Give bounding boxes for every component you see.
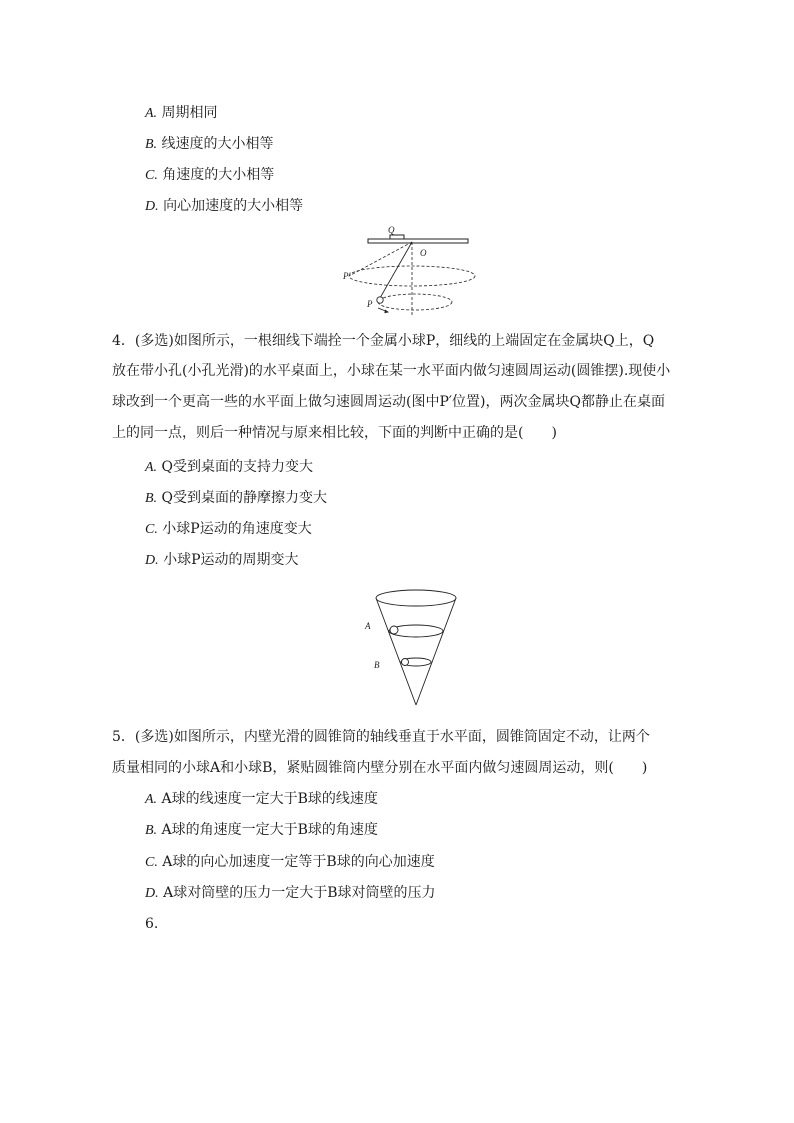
q5-option-c: C. A球的向心加速度一定等于B球的向心加速度	[145, 854, 435, 870]
q6-number: 6.	[145, 916, 159, 932]
q4-option-b: B. Q受到桌面的静摩擦力变大	[145, 490, 327, 506]
q5-option-a: A. A球的线速度一定大于B球的线速度	[145, 791, 378, 807]
q5-stem-line-2: 质量相同的小球A和小球B，紧贴圆锥筒内壁分别在水平面内做匀速圆周运动，则( )	[112, 760, 648, 776]
label-q: Q	[388, 225, 395, 235]
label-p: P	[367, 299, 373, 309]
q3-option-b: B. 线速度的大小相等	[145, 136, 274, 152]
label-p-prime: P′	[343, 271, 351, 281]
q5-option-d: D. A球对筒壁的压力一定大于B球对筒壁的压力	[145, 885, 436, 901]
q3-option-c: C. 角速度的大小相等	[145, 167, 275, 183]
q5-stem-line-1: 5．(多选)如图所示，内壁光滑的圆锥筒的轴线垂直于水平面，圆锥筒固定不动，让两个	[112, 729, 650, 745]
conical-pendulum-figure	[335, 222, 485, 318]
q4-stem-line-1: 4．(多选)如图所示，一根细线下端拴一个金属小球P，细线的上端固定在金属块Q上，Q	[112, 333, 655, 349]
q4-stem-line-4: 上的同一点，则后一种情况与原来相比较，下面的判断中正确的是( )	[112, 425, 557, 441]
label-b: B	[374, 660, 380, 670]
q5-option-b: B. A球的角速度一定大于B球的角速度	[145, 822, 378, 838]
q4-stem-line-2: 放在带小孔(小孔光滑)的水平桌面上，小球在某一水平面内做匀速圆周运动(圆锥摆).现使小	[112, 363, 671, 379]
q3-option-d: D. 向心加速度的大小相等	[145, 198, 304, 214]
q3-option-a: A. 周期相同	[145, 105, 218, 121]
q4-option-c: C. 小球P运动的角速度变大	[145, 521, 312, 537]
cone-figure	[360, 588, 460, 708]
q4-option-a: A. Q受到桌面的支持力变大	[145, 459, 313, 475]
label-o: O	[420, 248, 427, 258]
q4-option-d: D. 小球P运动的周期变大	[145, 552, 299, 568]
q4-stem-line-3: 球改到一个更高一些的水平面上做匀速圆周运动(图中P′位置)，两次金属块Q都静止在桌面	[112, 394, 665, 410]
label-a: A	[365, 621, 371, 631]
